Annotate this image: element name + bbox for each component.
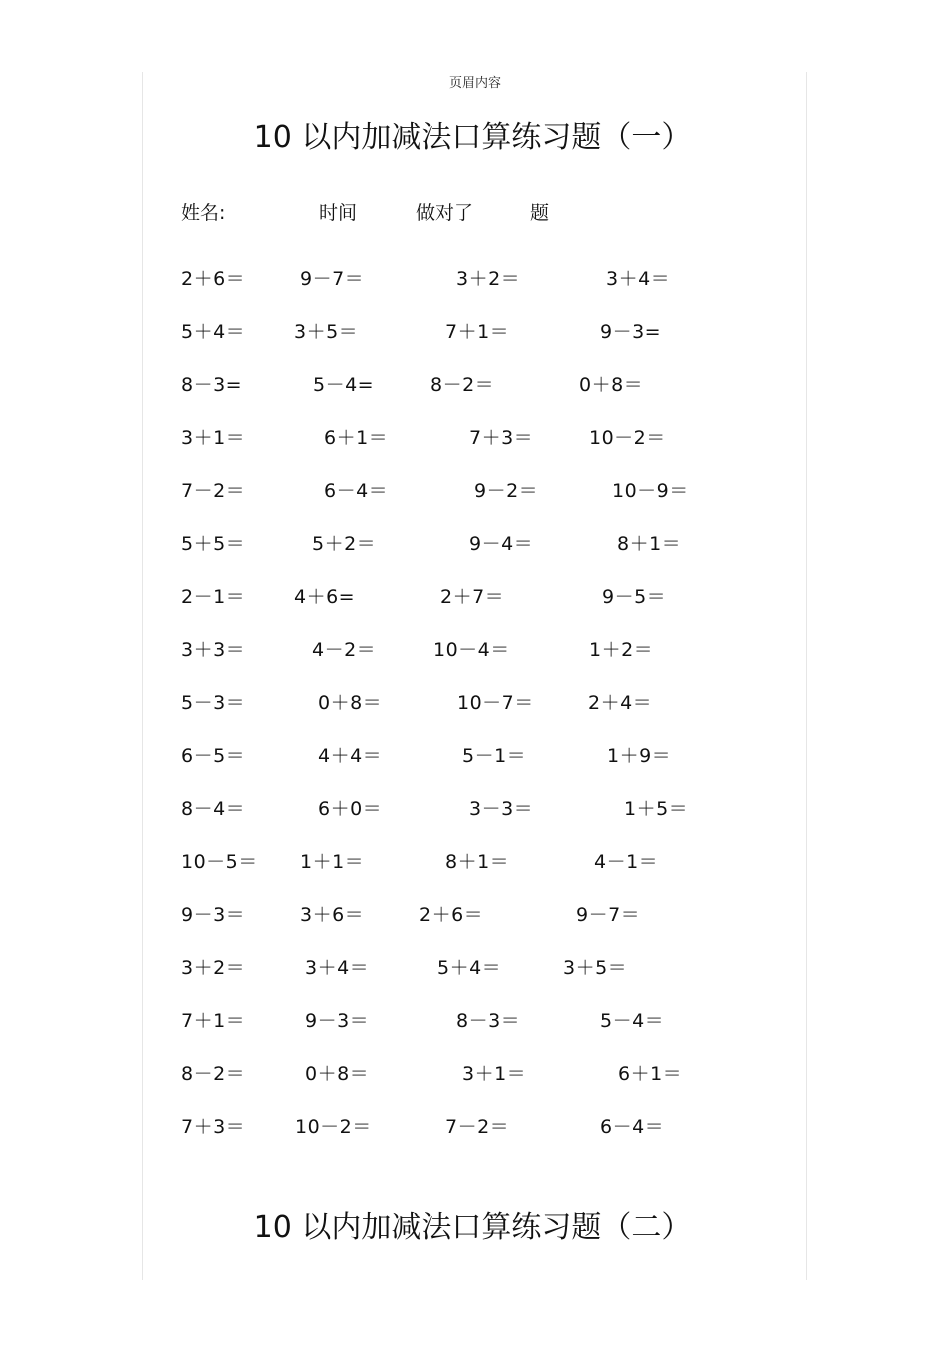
arithmetic-problem: 0＋8＝ [318, 692, 383, 714]
arithmetic-problem: 6＋1＝ [618, 1063, 683, 1085]
arithmetic-problem: 2＋7＝ [440, 586, 505, 608]
page-header: 页眉内容 [448, 76, 501, 91]
problem-row [0, 476, 950, 506]
arithmetic-problem: 7－2＝ [181, 480, 246, 502]
problem-row [0, 529, 950, 559]
arithmetic-problem: 2＋6＝ [419, 904, 484, 926]
arithmetic-problem: 5＋5＝ [181, 533, 246, 555]
arithmetic-problem: 7－2＝ [445, 1116, 510, 1138]
arithmetic-problem: 3＋5＝ [563, 957, 628, 979]
problem-row [0, 794, 950, 824]
arithmetic-problem: 8－3＝ [456, 1010, 521, 1032]
arithmetic-problem: 6＋1＝ [324, 427, 389, 449]
arithmetic-problem: 4＋4＝ [318, 745, 383, 767]
problem-row [0, 1059, 950, 1089]
problem-row [0, 900, 950, 930]
arithmetic-problem: 3＋4＝ [606, 268, 671, 290]
arithmetic-problem: 1＋1＝ [300, 851, 365, 873]
arithmetic-problem: 9－7＝ [300, 268, 365, 290]
arithmetic-problem: 8－4＝ [181, 798, 246, 820]
problem-row [0, 1006, 950, 1036]
arithmetic-problem: 8－3= [181, 374, 243, 396]
arithmetic-problem: 7＋3＝ [469, 427, 534, 449]
arithmetic-problem: 9－2＝ [474, 480, 539, 502]
arithmetic-problem: 8－2＝ [181, 1063, 246, 1085]
problem-row [0, 317, 950, 347]
arithmetic-problem: 10－2＝ [295, 1116, 372, 1138]
arithmetic-problem: 5＋4＝ [437, 957, 502, 979]
arithmetic-problem: 2＋6＝ [181, 268, 246, 290]
arithmetic-problem: 0＋8＝ [305, 1063, 370, 1085]
arithmetic-problem: 8－2＝ [430, 374, 495, 396]
arithmetic-problem: 3＋1＝ [181, 427, 246, 449]
arithmetic-problem: 6－4＝ [600, 1116, 665, 1138]
arithmetic-problem: 9－3＝ [181, 904, 246, 926]
arithmetic-problem: 10－5＝ [181, 851, 258, 873]
arithmetic-problem: 3＋2＝ [456, 268, 521, 290]
problem-row [0, 264, 950, 294]
arithmetic-problem: 4－1＝ [594, 851, 659, 873]
worksheet-title-1: 10 以内加减法口算练习题（一） [253, 120, 692, 155]
problem-row [0, 1112, 950, 1142]
arithmetic-problem: 9－4＝ [469, 533, 534, 555]
arithmetic-problem: 3＋3＝ [181, 639, 246, 661]
arithmetic-problem: 1＋5＝ [624, 798, 689, 820]
arithmetic-problem: 4－2＝ [312, 639, 377, 661]
questions-label: 题 [530, 202, 550, 224]
arithmetic-problem: 3＋6＝ [300, 904, 365, 926]
arithmetic-problem: 6－4＝ [324, 480, 389, 502]
time-label: 时间 [319, 202, 358, 224]
arithmetic-problem: 3＋1＝ [462, 1063, 527, 1085]
name-label: 姓名: [181, 202, 226, 224]
arithmetic-problem: 9－5＝ [602, 586, 667, 608]
problem-row [0, 688, 950, 718]
problem-row [0, 582, 950, 612]
arithmetic-problem: 2－1＝ [181, 586, 246, 608]
arithmetic-problem: 3＋2＝ [181, 957, 246, 979]
arithmetic-problem: 1＋9＝ [607, 745, 672, 767]
arithmetic-problem: 6－5＝ [181, 745, 246, 767]
worksheet-title-2: 10 以内加减法口算练习题（二） [253, 1210, 692, 1245]
problem-row [0, 370, 950, 400]
arithmetic-problem: 7＋3＝ [181, 1116, 246, 1138]
arithmetic-problem: 5－3＝ [181, 692, 246, 714]
arithmetic-problem: 6＋0＝ [318, 798, 383, 820]
arithmetic-problem: 10－2＝ [589, 427, 666, 449]
arithmetic-problem: 10－9＝ [612, 480, 689, 502]
correct-count-label: 做对了 [416, 202, 474, 224]
arithmetic-problem: 0＋8＝ [579, 374, 644, 396]
arithmetic-problem: 8＋1＝ [445, 851, 510, 873]
arithmetic-problem: 7＋1＝ [181, 1010, 246, 1032]
arithmetic-problem: 8＋1＝ [617, 533, 682, 555]
arithmetic-problem: 9－7＝ [576, 904, 641, 926]
arithmetic-problem: 3＋5＝ [294, 321, 359, 343]
problem-grid [0, 264, 950, 1164]
arithmetic-problem: 5－4= [313, 374, 375, 396]
arithmetic-problem: 10－7＝ [457, 692, 534, 714]
arithmetic-problem: 2＋4＝ [588, 692, 653, 714]
arithmetic-problem: 1＋2＝ [589, 639, 654, 661]
arithmetic-problem: 5－4＝ [600, 1010, 665, 1032]
arithmetic-problem: 7＋1＝ [445, 321, 510, 343]
problem-row [0, 423, 950, 453]
arithmetic-problem: 5－1＝ [462, 745, 527, 767]
problem-row [0, 847, 950, 877]
problem-row [0, 953, 950, 983]
arithmetic-problem: 3＋4＝ [305, 957, 370, 979]
arithmetic-problem: 4＋6= [294, 586, 356, 608]
arithmetic-problem: 5＋2＝ [312, 533, 377, 555]
problem-row [0, 635, 950, 665]
arithmetic-problem: 9－3＝ [305, 1010, 370, 1032]
arithmetic-problem: 10－4＝ [433, 639, 510, 661]
arithmetic-problem: 5＋4＝ [181, 321, 246, 343]
arithmetic-problem: 3－3＝ [469, 798, 534, 820]
problem-row [0, 741, 950, 771]
arithmetic-problem: 9－3= [600, 321, 662, 343]
